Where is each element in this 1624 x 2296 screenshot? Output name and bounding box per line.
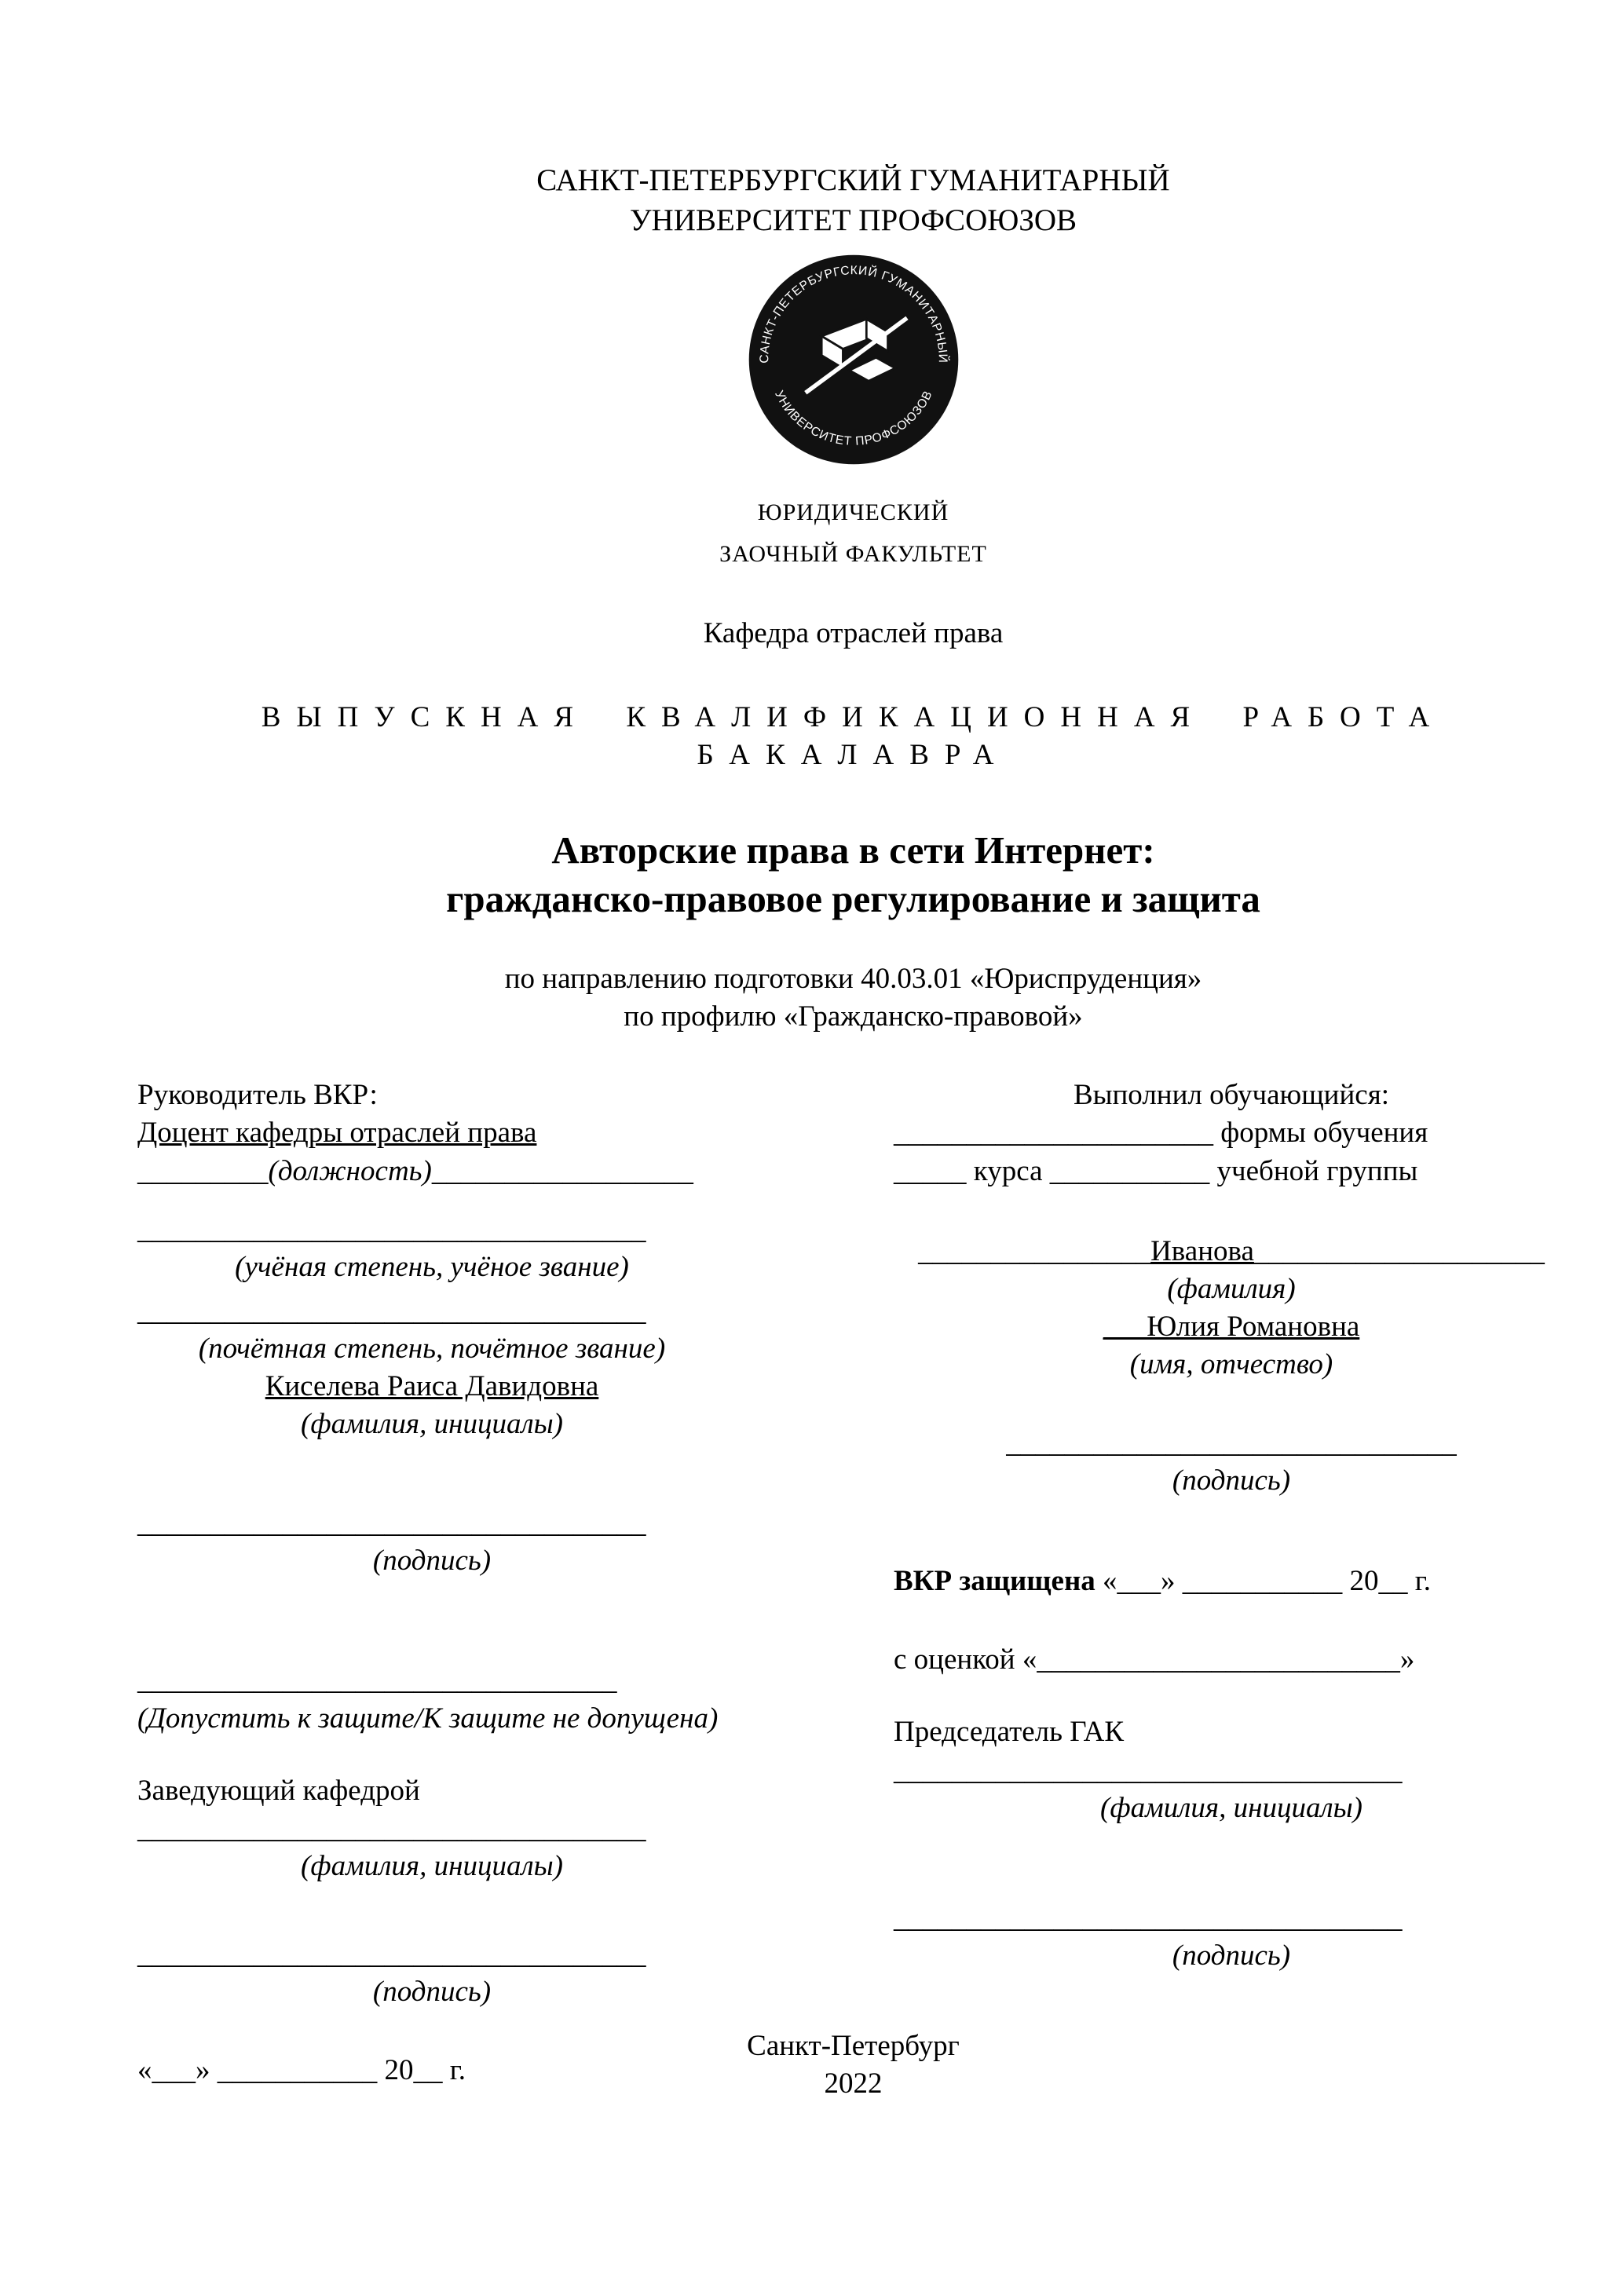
head-signature-blank: ___________________________________ [137, 1937, 646, 1970]
chairman-name-blank: ___________________________________ [894, 1753, 1403, 1786]
student-surname: Иванова [1150, 1234, 1254, 1267]
thesis-title [137, 826, 1569, 924]
supervisor-name-caption: (фамилия, инициалы) [301, 1408, 563, 1441]
head-of-department-label: Заведующий кафедрой [137, 1774, 420, 1807]
work-type-line1: ВЫПУСКНАЯ КВАЛИФИКАЦИОННАЯ РАБОТА [261, 700, 1446, 733]
program-profile: по профилю «Гражданско-правовой» [624, 1000, 1083, 1033]
thesis-title-line1: Авторские права в сети Интернет: [551, 828, 1155, 872]
work-type [137, 699, 1569, 774]
given-name-caption: (имя, отчество) [1129, 1347, 1333, 1380]
program-direction: по направлению подготовки 40.03.01 «Юриспруденция» [504, 963, 1202, 996]
head-signature-caption: (подпись) [372, 1975, 492, 2008]
chairman-name-caption: (фамилия, инициалы) [1100, 1791, 1362, 1824]
university-name-line2: УНИВЕРСИТЕТ ПРОФСОЮЗОВ [629, 203, 1077, 237]
supervisor-position: Доцент кафедры отраслей права [137, 1117, 537, 1150]
university-name-line1: САНКТ-ПЕТЕРБУРГСКИЙ ГУМАНИТАРНЫЙ [536, 163, 1170, 197]
defended-blank: «___» ___________ 20__ г. [1095, 1565, 1432, 1598]
university-emblem-icon [747, 253, 960, 466]
position-blank-left: _________ [137, 1154, 269, 1187]
department-name: Кафедра отраслей права [703, 617, 1004, 650]
defended-line [894, 1563, 1569, 1600]
student-signature-blank: _______________________________ [1006, 1427, 1457, 1460]
grade-line: с оценкой «_________________________» [894, 1643, 1415, 1676]
university-emblem [137, 253, 1569, 477]
work-type-line2: БАКАЛАВРА [697, 738, 1010, 771]
supervisor-name: Киселева Раиса Давидовна [265, 1370, 599, 1403]
head-name-blank: ___________________________________ [137, 1812, 646, 1844]
study-form-blank: ______________________ [894, 1117, 1213, 1150]
supervisor-position-line [137, 1153, 726, 1190]
position-caption: (должность) [268, 1154, 432, 1187]
footer-city: Санкт-Петербург [747, 2030, 960, 2062]
surname-blank-left: ________________ [918, 1234, 1151, 1267]
university-name [137, 161, 1569, 240]
footer-year: 2022 [824, 2067, 883, 2100]
defended-label: ВКР защищена [894, 1565, 1095, 1598]
study-form-line [894, 1114, 1569, 1152]
student-section [894, 1077, 1569, 1975]
honor-blank-line: ___________________________________ [137, 1294, 646, 1327]
program-info [137, 960, 1569, 1036]
study-form-label: формы обучения [1213, 1117, 1428, 1150]
supervisor-heading: Руководитель ВКР: [137, 1079, 378, 1112]
surname-blank-right: ____________________ [1253, 1234, 1545, 1267]
thesis-title-line2: гражданско-правовое регулирование и защита [446, 877, 1260, 921]
supervisor-section [137, 1077, 726, 2089]
degree-blank-line: ___________________________________ [137, 1212, 646, 1245]
head-name-caption: (фамилия, инициалы) [301, 1849, 563, 1882]
admission-date-blank: «___» ___________ 20__ г. [137, 2054, 466, 2087]
degree-caption: (учёная степень, учёное звание) [235, 1250, 629, 1283]
student-given-name: ___Юлия Романовна [1103, 1310, 1360, 1343]
study-form-faculty: ЗАОЧНЫЙ ФАКУЛЬТЕТ [719, 541, 987, 568]
student-signature-caption: (подпись) [1172, 1464, 1291, 1497]
chairman-label: Председатель ГАК [894, 1716, 1125, 1749]
honor-caption: (почётная степень, почётное звание) [198, 1332, 666, 1365]
signature-columns [137, 1077, 1569, 2089]
student-heading: Выполнил обучающийся: [1073, 1079, 1390, 1112]
course-group-line: _____ курса ___________ учебной группы [894, 1154, 1418, 1187]
faculty-name: ЮРИДИЧЕСКИЙ [757, 499, 949, 526]
chairman-signature-caption: (подпись) [1172, 1939, 1291, 1972]
surname-caption: (фамилия) [1167, 1272, 1296, 1305]
footer [137, 2027, 1569, 2103]
emblem-top-text: САНКТ-ПЕТЕРБУРГСКИЙ ГУМАНИТАРНЫЙ [757, 264, 949, 364]
position-blank-right: __________________ [431, 1154, 693, 1187]
supervisor-signature-blank: ___________________________________ [137, 1507, 646, 1540]
chairman-signature-blank: ___________________________________ [894, 1901, 1403, 1934]
admission-caption: (Допустить к защите/К защите не допущена) [137, 1702, 719, 1735]
student-surname-line [894, 1233, 1569, 1270]
supervisor-signature-caption: (подпись) [372, 1545, 492, 1578]
admission-blank-line: _________________________________ [137, 1664, 617, 1697]
emblem-bottom-text: УНИВЕРСИТЕТ ПРОФСОЮЗОВ [771, 389, 935, 449]
